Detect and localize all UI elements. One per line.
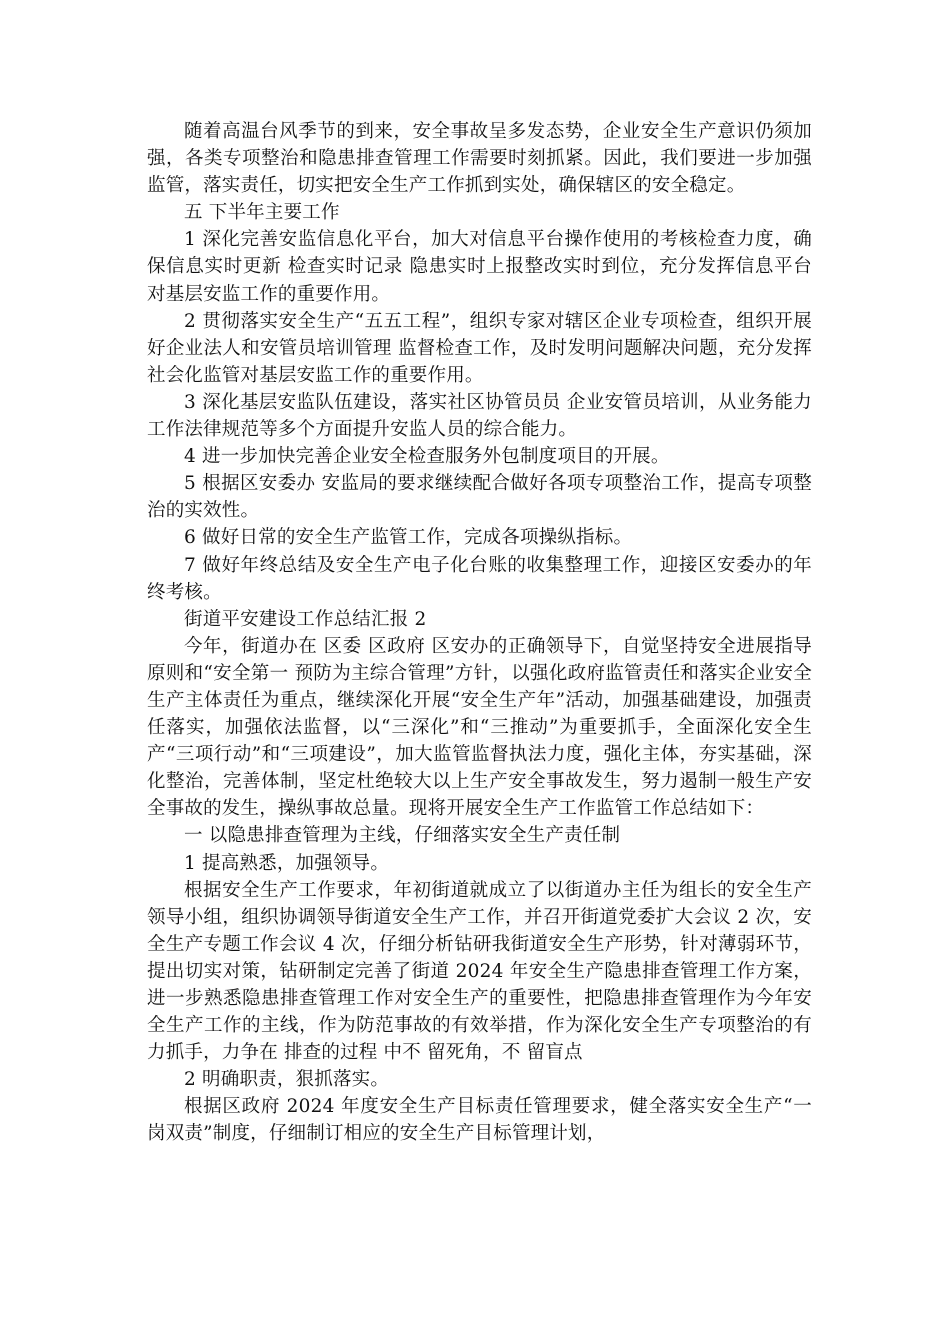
subheading-2: 2 明确职责，狠抓落实。 <box>184 1069 390 1091</box>
list-item-6: 6 做好日常的安全生产监管工作，完成各项操纵指标。 <box>184 527 633 549</box>
section-heading-second-half-work: 五 下半年主要工作 <box>184 202 340 224</box>
document-body <box>147 118 812 1148</box>
list-item-2: 2 贯彻落实安全生产“五五工程”，组织专家对辖区企业专项检查，组织开展好企业法人和安管员培训管理 监督检查工作，及时发明问题解决问题，充分发挥社会化监管对基层安监工作的重要作用。 <box>147 310 812 386</box>
paragraph-leadership: 根据安全生产工作要求，年初街道就成立了以街道办主任为组长的安全生产领导小组，组织协调领导街道安全生产工作，并召开街道党委扩大会议 2 次，安全生产专题工作会议 4 次，仔细分析钻研我街道安全生产形势，针对薄弱环节，提出切实对策，钻研制定完善了街道 2024 年安全生产隐患排查管理工作方案，进一步熟悉隐患排查管理工作对安全生产的重要性，把隐患排查管理作为今年安全生产工作的主线，作为防范事故的有效举措，作为深化安全生产专项整治的有 力抓手，力争在 排查的过程 中不 留死角，不 留盲点 <box>147 879 812 1064</box>
list-item-5: 5 根据区安委办 安监局的要求继续配合做好各项专项整治工作，提高专项整治的实效性。 <box>147 473 812 522</box>
report-title-2: 街道平安建设工作总结汇报 2 <box>184 608 427 630</box>
section-heading-hazard-investigation: 一 以隐患排查管理为主线，仔细落实安全生产责任制 <box>184 825 621 847</box>
paragraph-report-intro: 今年，街道办在 区委 区政府 区安办的正确领导下，自觉坚持安全进展指导原则和“安全第一 预防为主综合管理”方针，以强化政府监管责任和落实企业安全生产主体责任为重点，继续深化开展“安全生产年”活动，加强基础建设，加强责任落实，加强依法监督，以“三深化”和“三推动”为重要抓手，全面深化安全生产“三项行动”和“三项建设”，加大监管监督执法力度，强化主体，夯实基础，深化整治，完善体制，坚定杜绝较大以上生产安全事故发生，努力遏制一般生产安全事故的发生，操纵事故总量。现将开展安全生产工作监管工作总结如下： <box>147 635 812 820</box>
list-item-1: 1 深化完善安监信息化平台，加大对信息平台操作使用的考核检查力度，确保信息实时更新 检查实时记录 隐患实时上报整改实时到位，充分发挥信息平台对基层安监工作的重要作用。 <box>147 229 812 305</box>
paragraph-responsibility: 根据区政府 2024 年度安全生产目标责任管理要求，健全落实安全生产“一岗双责”制度，仔细制订相应的安全生产目标管理计划， <box>147 1096 812 1145</box>
list-item-4: 4 进一步加快完善企业安全检查服务外包制度项目的开展。 <box>184 446 670 468</box>
list-item-7: 7 做好年终总结及安全生产电子化台账的收集整理工作，迎接区安委办的年终考核。 <box>147 554 812 603</box>
list-item-3: 3 深化基层安监队伍建设，落实社区协管员员 企业安管员培训，从业务能力 工作法律规范等多个方面提升安监人员的综合能力。 <box>147 391 812 441</box>
paragraph-intro-summary: 随着高温台风季节的到来，安全事故呈多发态势，企业安全生产意识仍须加强，各类专项整治和隐患排查管理工作需要时刻抓紧。因此，我们要进一步加强监管，落实责任，切实把安全生产工作抓到实处，确保辖区的安全稳定。 <box>147 121 812 197</box>
subheading-1: 1 提高熟悉，加强领导。 <box>184 852 390 874</box>
